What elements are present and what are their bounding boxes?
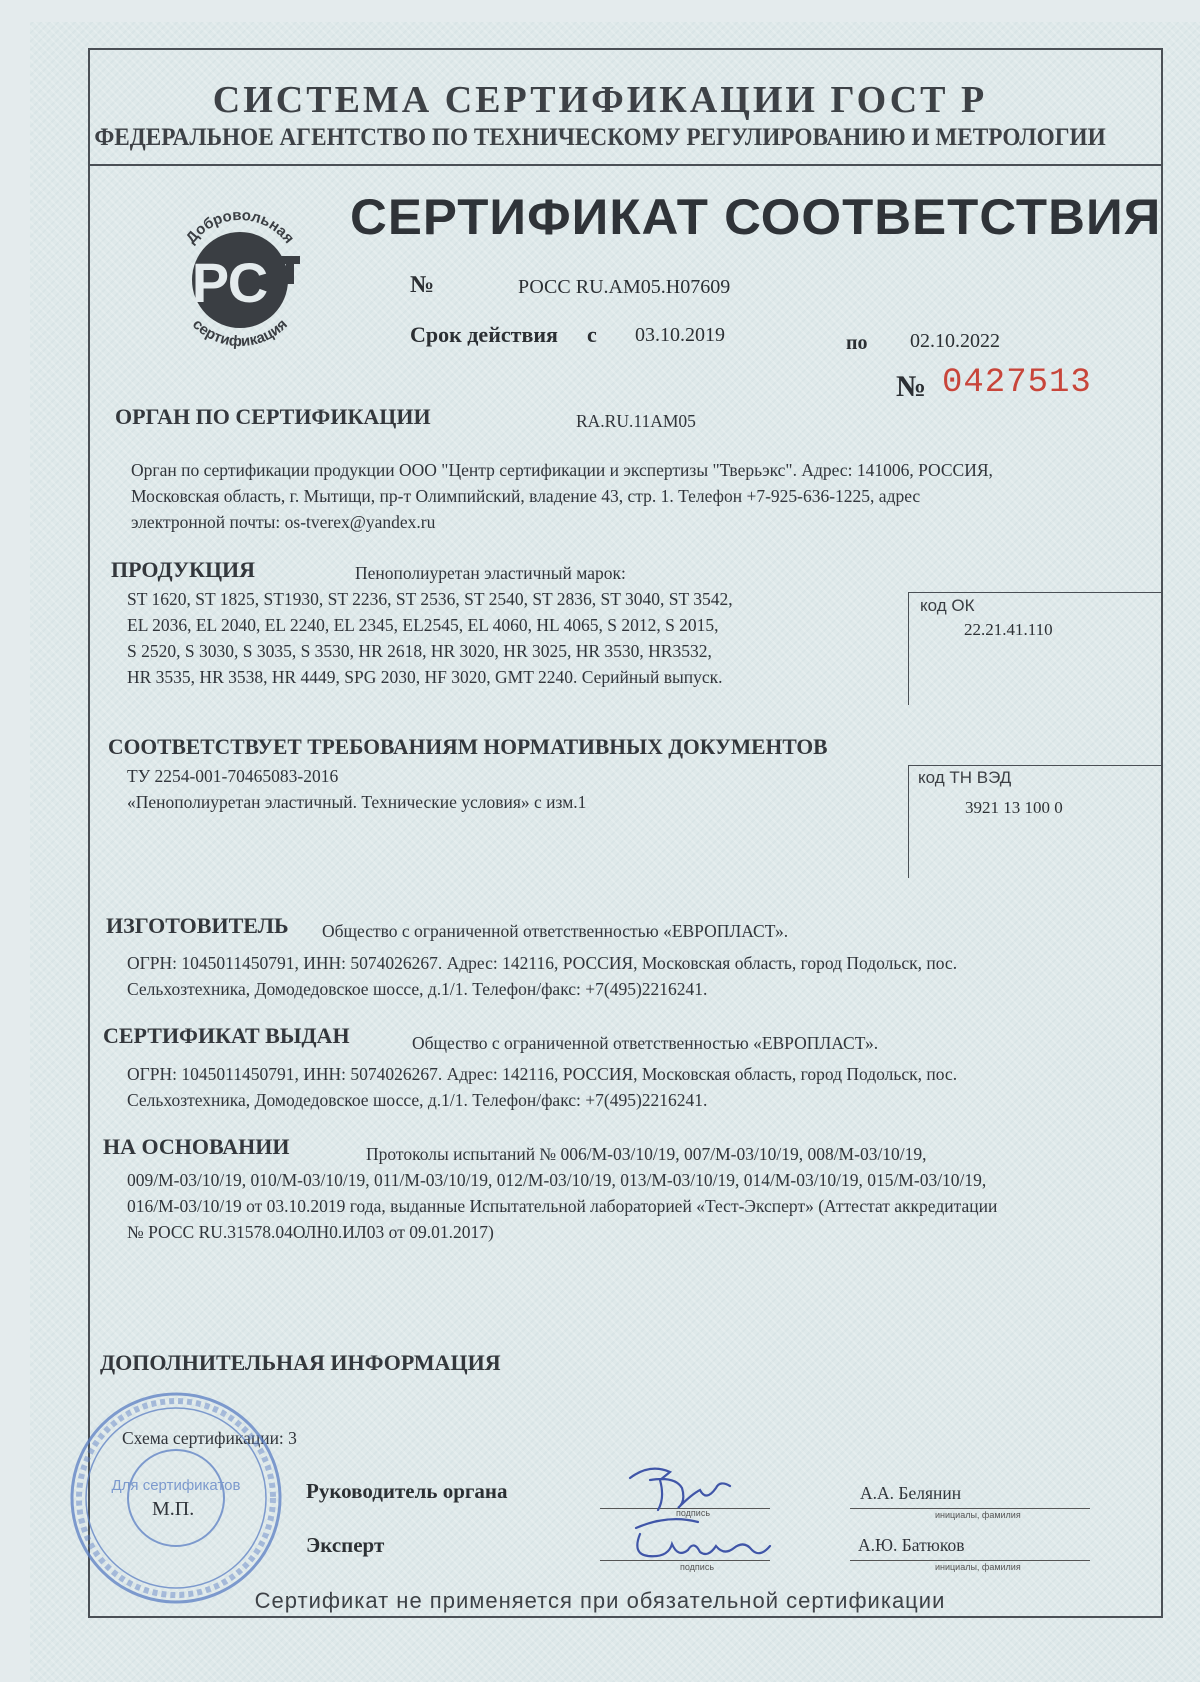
product-line: S 2520, S 3030, S 3035, S 3530, HR 2618, HR 3020, HR 3025, HR 3530, HR3532, — [127, 641, 712, 661]
basis-line: № РОСС RU.31578.04ОЛН0.ИЛ03 от 09.01.2017) — [127, 1222, 494, 1242]
expert-name: А.Ю. Батюков — [858, 1535, 965, 1555]
issued-to-line: ОГРН: 1045011450791, ИНН: 5074026267. Адрес: 142116, РОССИЯ, Московская область, город Подольск, пос. — [127, 1064, 958, 1084]
head-name: А.А. Белянин — [860, 1483, 962, 1503]
certification-body-line: Орган по сертификации продукции ООО "Центр сертификации и экспертизы "Тверьэкс". Адрес: 141006, РОССИЯ, — [131, 460, 993, 480]
logo-mark: РС — [191, 251, 269, 314]
svg-text:Для сертификатов — [112, 1477, 241, 1494]
tnved-code-value: 3921 13 100 0 — [965, 798, 1063, 817]
valid-from-date: 03.10.2019 — [635, 324, 725, 346]
manufacturer-heading: ИЗГОТОВИТЕЛЬ — [106, 913, 289, 938]
product-line: HR 3535, HR 3538, HR 4449, SPG 2030, HF 3020, GMT 2240. Серийный выпуск. — [127, 667, 723, 687]
head-signature-caption: подпись — [676, 1508, 711, 1518]
number-sign: № — [410, 272, 435, 298]
certification-body-code: RA.RU.11АМ05 — [576, 411, 696, 431]
head-name-line — [850, 1508, 1090, 1509]
manufacturer-line: Сельхозтехника, Домодедовское шоссе, д.1/1. Телефон/факс: +7(495)2216241. — [127, 979, 708, 999]
tnved-code-label: код ТН ВЭД — [918, 768, 1012, 787]
basis-heading: НА ОСНОВАНИИ — [103, 1134, 290, 1159]
expert-signature-icon — [628, 1510, 778, 1570]
stamp-inner-text: Для сертификатов — [111, 1477, 241, 1494]
logo-top-text: Добровольная — [182, 206, 298, 247]
certificate-title: СЕРТИФИКАТ СООТВЕТСТВИЯ — [350, 189, 1162, 245]
compliance-line: ТУ 2254-001-70465083-2016 — [127, 766, 339, 786]
logo-bottom-text: сертификация — [189, 315, 291, 351]
validity-to-label: по — [846, 332, 868, 354]
additional-heading: ДОПОЛНИТЕЛЬНАЯ ИНФОРМАЦИЯ — [100, 1350, 501, 1375]
rosstest-logo — [160, 198, 320, 358]
certification-body-line: электронной почты: os-tverex@yandex.ru — [131, 512, 436, 532]
issued-to-heading: СЕРТИФИКАТ ВЫДАН — [103, 1023, 350, 1048]
rosstest-logo-icon — [160, 198, 320, 358]
basis-line: 009/М-03/10/19, 010/М-03/10/19, 011/М-03/10/19, 012/М-03/10/19, 013/М-03/10/19, 014/М-03/10/19, 015/М-03/10/19, — [127, 1170, 987, 1190]
compliance-heading: СООТВЕТСТВУЕТ ТРЕБОВАНИЯМ НОРМАТИВНЫХ ДОКУМЕНТОВ — [108, 734, 828, 759]
ok-code-label: код ОК — [920, 596, 975, 615]
issued-to-name: Общество с ограниченной ответственностью «ЕВРОПЛАСТ». — [412, 1033, 879, 1053]
head-label: Руководитель органа — [306, 1479, 508, 1503]
product-line: ST 1620, ST 1825, ST1930, ST 2236, ST 2536, ST 2540, ST 2836, ST 3040, ST 3542, — [127, 589, 733, 609]
system-title: СИСТЕМА СЕРТИФИКАЦИИ ГОСТ Р — [212, 79, 988, 121]
product-heading: ПРОДУКЦИЯ — [111, 557, 256, 582]
expert-label: Эксперт — [306, 1533, 385, 1557]
issued-to-line: Сельхозтехника, Домодедовское шоссе, д.1/1. Телефон/факс: +7(495)2216241. — [127, 1090, 708, 1110]
compliance-line: «Пенополиуретан эластичный. Технические условия» с изм.1 — [127, 792, 587, 812]
certification-body-line: Московская область, г. Мытищи, пр-т Олимпийский, владение 43, стр. 1. Телефон +7-925-636-1225, адрес — [131, 486, 921, 506]
product-line: EL 2036, EL 2040, EL 2240, EL 2345, EL2545, EL 4060, HL 4065, S 2012, S 2015, — [127, 615, 719, 635]
expert-name-line — [850, 1560, 1090, 1561]
head-signature — [620, 1458, 750, 1518]
expert-signature-caption: подпись — [680, 1562, 715, 1572]
serial-sign: № — [896, 370, 927, 403]
manufacturer-line: ОГРН: 1045011450791, ИНН: 5074026267. Адрес: 142116, РОССИЯ, Московская область, город Подольск, пос. — [127, 953, 958, 973]
validity-from-label: с — [587, 322, 597, 347]
manufacturer-name: Общество с ограниченной ответственностью «ЕВРОПЛАСТ». — [322, 921, 789, 941]
product-intro: Пенополиуретан эластичный марок: — [355, 563, 626, 583]
certificate-number: РОСС RU.АМ05.Н07609 — [518, 276, 731, 298]
head-name-caption: инициалы, фамилия — [935, 1510, 1021, 1520]
expert-signature — [628, 1510, 778, 1570]
stamp-place-label: М.П. — [152, 1498, 195, 1520]
header-divider — [90, 164, 1161, 166]
certification-body-heading: ОРГАН ПО СЕРТИФИКАЦИИ — [115, 404, 431, 429]
valid-to-date: 02.10.2022 — [910, 330, 1000, 352]
footer-note: Сертификат не применяется при обязательной сертификации — [254, 1588, 946, 1613]
ok-code-value: 22.21.41.110 — [964, 620, 1053, 639]
basis-first-line: Протоколы испытаний № 006/М-03/10/19, 007/М-03/10/19, 008/М-03/10/19, — [366, 1144, 927, 1164]
expert-name-caption: инициалы, фамилия — [935, 1562, 1021, 1572]
validity-label: Срок действия — [410, 322, 558, 347]
head-signature-icon — [620, 1458, 750, 1518]
agency-name: ФЕДЕРАЛЬНОЕ АГЕНТСТВО ПО ТЕХНИЧЕСКОМУ РЕГУЛИРОВАНИЮ И МЕТРОЛОГИИ — [94, 124, 1106, 151]
certification-scheme: Схема сертификации: 3 — [122, 1428, 297, 1448]
serial-number: 0427513 — [942, 364, 1092, 402]
basis-line: 016/М-03/10/19 от 03.10.2019 года, выданные Испытательной лабораторией «Тест-Эксперт» (Аттестат аккредитации — [127, 1196, 998, 1216]
